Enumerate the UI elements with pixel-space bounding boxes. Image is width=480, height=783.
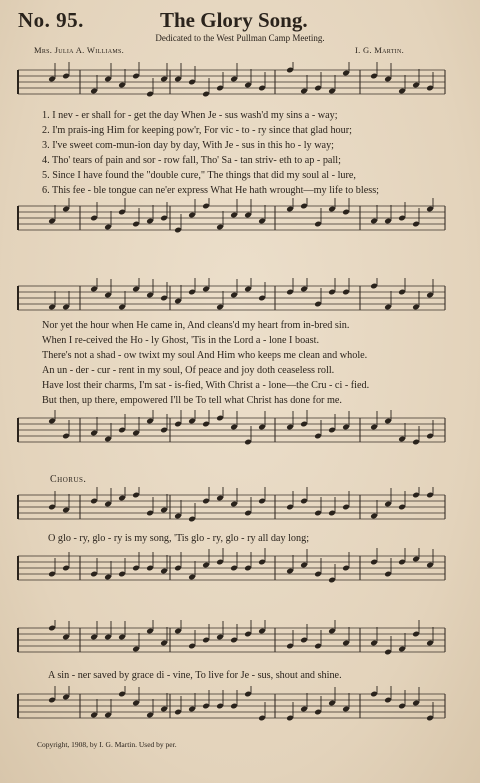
bass-staff-system-2 <box>0 410 480 460</box>
treble-staff-system-4 <box>0 620 480 670</box>
verse-line-3: 3. I've sweet com-mun-ion day by day, With Je - sus in this ho - ly way; <box>42 140 335 151</box>
verse-line-4: 4. Tho' tears of pain and sor - row fall, Tho' Sa - tan striv- eth to ap - pall; <box>42 155 341 166</box>
verse-line-9: There's not a shad - ow twixt my soul And Him who keeps me clean and whole. <box>42 350 368 361</box>
hymn-title: The Glory Song. <box>160 8 308 32</box>
dedication: Dedicated to the West Pullman Camp Meeting. <box>155 33 325 43</box>
verse-line-2: 2. I'm prais-ing Him for keeping pow'r, For vic - to - ry since that glad hour; <box>42 125 352 136</box>
copyright: Copyright, 1908, by I. G. Martin. Used by per. <box>37 740 177 749</box>
verse-line-10: An un - der - cur - rent in my soul, Of peace and joy doth ceaseless roll. <box>42 365 335 376</box>
treble-staff-system-3 <box>0 487 480 537</box>
bass-staff-system-4 <box>0 686 480 736</box>
bass-staff-system-3 <box>0 548 480 598</box>
verse-line-1: 1. I nev - er shall for - get the day When Je - sus wash'd my sins a - way; <box>42 110 338 121</box>
chorus-line-1: O glo - ry, glo - ry is my song, 'Tis glo - ry, glo - ry all day long; <box>48 533 310 544</box>
chorus-line-2: A sin - ner saved by grace di - vine, To live for Je - sus, shout and shine. <box>48 670 342 681</box>
composer: I. G. Martin. <box>355 45 405 55</box>
verse-line-7: Nor yet the hour when He came in, And cleans'd my heart from in-bred sin. <box>42 320 350 331</box>
verse-line-5: 5. Since I have found the "double cure," The things that did my soul al - lure, <box>42 170 356 181</box>
verse-line-12: But then, up there, empowered I'll be To tell what Christ has done for me. <box>42 395 342 406</box>
treble-staff-system-1 <box>0 62 480 112</box>
hymn-number: No. 95. <box>18 8 84 32</box>
verse-line-8: When I re-ceived the Ho - ly Ghost, 'Tis in the Lord a - lone I boast. <box>42 335 320 346</box>
verse-line-6: 6. This fee - ble tongue can ne'er express What He hath wrought—my life to bless; <box>42 185 379 196</box>
chorus-label: Chorus. <box>50 474 87 485</box>
author: Mrs. Julia A. Williams. <box>34 45 125 55</box>
verse-line-11: Have lost their charms, I'm sat - is-fied, With Christ a - lone—the Cru - ci - fied. <box>42 380 370 391</box>
bass-staff-system-1 <box>0 198 480 248</box>
